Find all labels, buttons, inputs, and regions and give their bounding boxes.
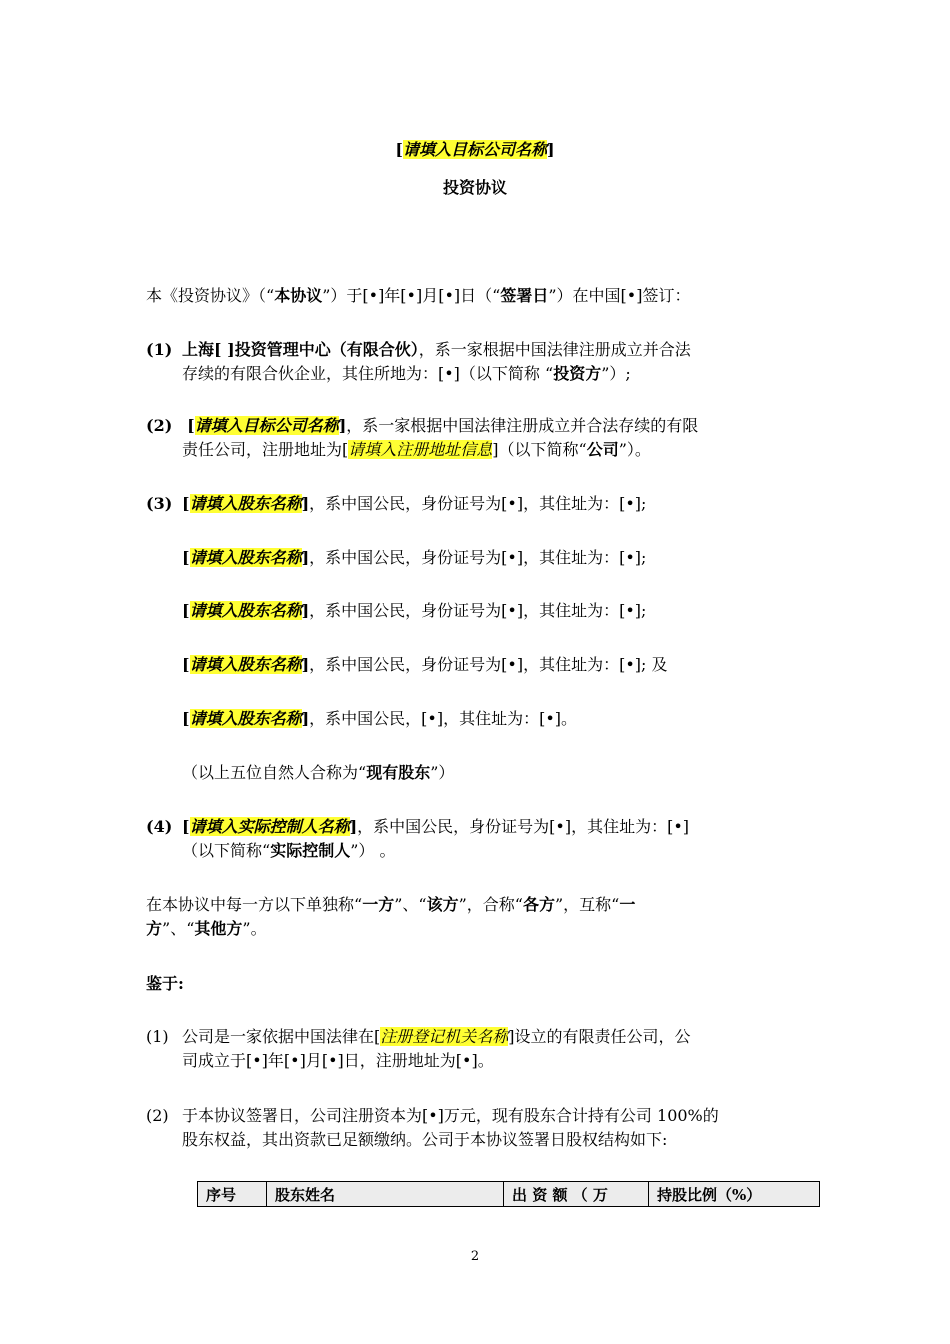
company-name-placeholder: 请填入目标公司名称: [402, 140, 547, 159]
party-2: (2) [请填入目标公司名称]，系一家根据中国法律注册成立并合法存续的有限 责任公司，注册地址为[请填入注册地址信息]（以下简称“公司”）。: [146, 416, 699, 459]
table-header-cell: 持股比例（%）: [649, 1182, 820, 1207]
table-header-cell: 序号: [198, 1182, 267, 1207]
existing-shareholders-note: （以上五位自然人合称为“现有股东”）: [182, 763, 455, 782]
shareholder-name-placeholder: 请填入股东名称: [189, 494, 302, 513]
shareholder-row: [请填入股东名称]，系中国公民，身份证号为[•]，其住址为：[•];: [182, 548, 647, 567]
table-header-cell: 股东姓名: [267, 1182, 504, 1207]
shareholder-name-placeholder: 请填入股东名称: [189, 601, 302, 620]
shareholder-name-placeholder: 请填入股东名称: [189, 548, 302, 567]
shareholder-row: [请填入股东名称]，系中国公民，身份证号为[•]，其住址为：[•]; 及: [182, 655, 668, 674]
shareholder-name-placeholder: 请填入股东名称: [189, 655, 302, 674]
table-header-row: [198, 1182, 820, 1207]
whereas-heading: 鉴于:: [146, 974, 184, 993]
target-company-placeholder: 请填入目标公司名称: [194, 416, 339, 435]
party-1: (1) 上海[ ]投资管理中心（有限合伙），系一家根据中国法律注册成立并合法 存续的有限合伙企业，其住所地为：[•]（以下简称 “投资方”）;: [146, 340, 691, 383]
shareholder-name-placeholder: 请填入股东名称: [189, 709, 302, 728]
party-4: (4) [请填入实际控制人名称]，系中国公民，身份证号为[•]，其住址为：[•] （以下简称“实际控制人”） 。: [146, 817, 690, 860]
party-4-number: (4): [146, 817, 173, 836]
whereas-item-1: (1) 公司是一家依据中国法律在[注册登记机关名称]设立的有限责任公司，公 司成立于[•]年[•]月[•]日，注册地址为[•]。: [146, 1027, 691, 1070]
page-number: 2: [470, 1249, 480, 1264]
whereas-item-2: (2) 于本协议签署日，公司注册资本为[•]万元，现有股东合计持有公司 100%的 股东权益，其出资款已足额缴纳。公司于本协议签署日股权结构如下:: [146, 1106, 719, 1149]
investor-name: 上海[ ]投资管理中心（有限合伙）: [182, 340, 419, 359]
shareholder-row: [请填入股东名称]，系中国公民，身份证号为[•]，其住址为：[•];: [182, 601, 647, 620]
controller-name-placeholder: 请填入实际控制人名称: [189, 817, 350, 836]
registration-authority-placeholder: 注册登记机关名称: [380, 1027, 509, 1046]
company-name-heading: [请填入目标公司名称]: [395, 140, 555, 159]
table-header-cell: 出 资 额 （ 万: [504, 1182, 649, 1207]
party-3: [146, 492, 646, 516]
document-title: 投资协议: [442, 178, 507, 197]
party-2-number: (2): [146, 416, 173, 435]
shareholder-row: [请填入股东名称]，系中国公民，[•]，其住址为：[•]。: [182, 709, 578, 728]
shareholder-row: (3) [请填入股东名称]，系中国公民，身份证号为[•]，其住址为：[•];: [146, 492, 646, 516]
intro-paragraph: 本《投资协议》（“本协议”）于[•]年[•]月[•]日（“签署日”）在中国[•]签订：: [146, 286, 691, 305]
parties-definition: 在本协议中每一方以下单独称“一方”、“该方”，合称“各方”，互称“一 方”、“其他方”。: [146, 895, 636, 938]
party-1-number: (1): [146, 340, 173, 359]
party-3-number: (3): [146, 494, 173, 513]
address-placeholder: 请填入注册地址信息: [348, 440, 493, 459]
shareholding-table: [197, 1181, 820, 1207]
